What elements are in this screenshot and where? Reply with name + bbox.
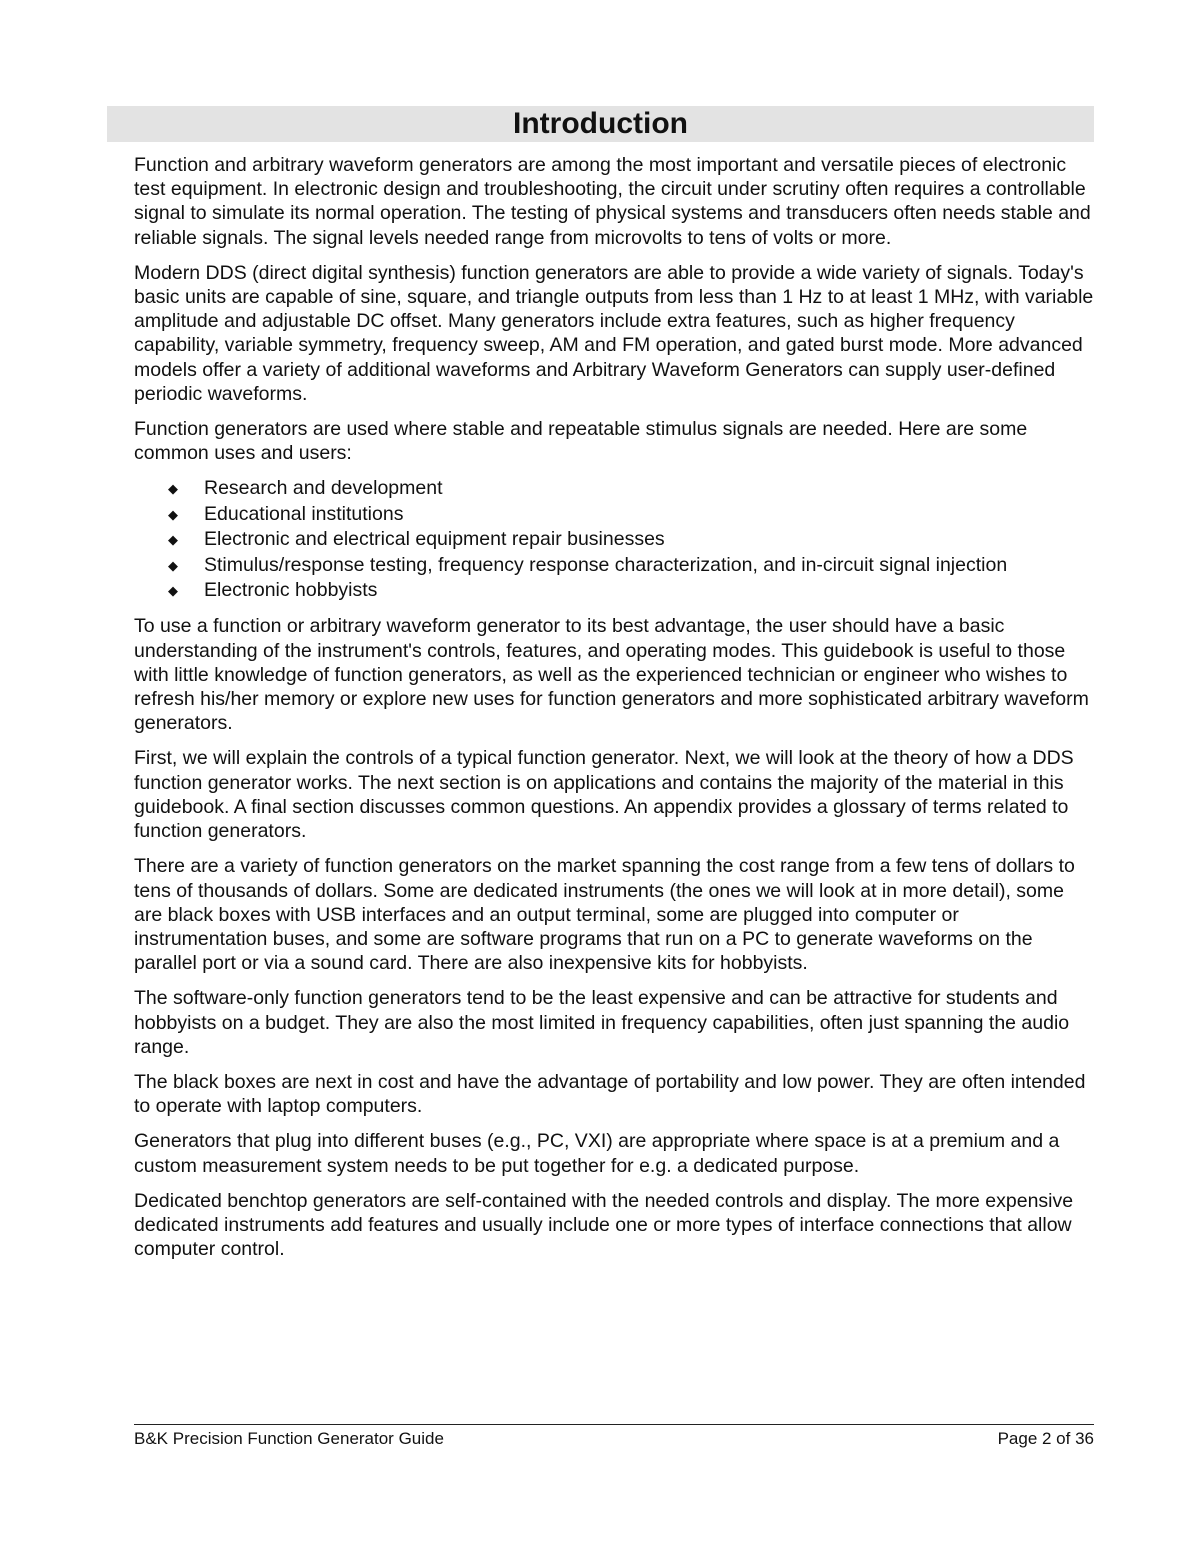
list-item-text: Educational institutions [204,502,404,525]
paragraph-benchtop-generators: Dedicated benchtop generators are self-contained with the needed controls and display. The more expensive dedicated instruments add features and usually include one or more types of interface connections that allow computer control. [134,1189,1074,1261]
section-title-bar [107,106,1094,142]
list-item [134,476,1096,501]
uses-list [134,476,1096,603]
list-item [134,578,1096,603]
paragraph-guidebook-outline: First, we will explain the controls of a typical function generator. Next, we will look at the theory of how a DDS function generator works. The next section is on applications and contains the majority of the material in this guidebook. A final section discusses common questions. An appendix provides a glossary of terms related to function generators. [134,747,1074,843]
paragraph-dds: Modern DDS (direct digital synthesis) function generators are able to provide a wide variety of signals. Today's basic units are capable of sine, square, and triangle outputs from less than 1 Hz to at least 1 MHz, with variable amplitude and adjustable DC offset. Many generators include extra features, such as higher frequency capability, variable symmetry, frequency sweep, AM and FM operation, and gated burst mode. More advanced models offer a variety of additional waveforms and Arbitrary Waveform Generators can supply user-defined periodic waveforms. [134,261,1094,405]
footer-document-title: B&K Precision Function Generator Guide [134,1429,444,1448]
document-body [134,153,1096,1272]
list-item-text: Research and development [204,477,443,500]
list-item [134,553,1096,578]
page-footer [134,1424,1094,1450]
list-item-text: Stimulus/response testing, frequency response characterization, and in-circuit signal injection [204,553,1008,576]
paragraph-bus-generators: Generators that plug into different buses (e.g., PC, VXI) are appropriate where space is at a premium and a custom measurement system needs to be put together for e.g. a dedicated purpose. [134,1130,1060,1177]
list-item-text: Electronic and electrical equipment repair businesses [204,528,665,551]
diamond-bullet-icon: ◆ [168,557,178,573]
diamond-bullet-icon: ◆ [168,481,178,497]
footer-page-number: Page 2 of 36 [997,1429,1094,1448]
paragraph-black-boxes: The black boxes are next in cost and have the advantage of portability and low power. They are often intended to operate with laptop computers. [134,1070,1086,1118]
page-title: Introduction [513,107,688,140]
list-item [134,527,1096,552]
paragraph-uses: Function generators are used where stable and repeatable stimulus signals are needed. Here are some common uses and users: [134,418,1028,465]
paragraph-intro: Function and arbitrary waveform generators are among the most important and versatile pieces of electronic test equipment. In electronic design and troubleshooting, the circuit under scrutiny often requires a controllable signal to simulate its normal operation. The testing of physical systems and transducers often needs stable and reliable signals. The signal levels needed range from microvolts to tens of volts or more. [134,154,1091,249]
list-item-text: Electronic hobbyists [204,579,378,602]
paragraph-guidebook-purpose: To use a function or arbitrary waveform generator to its best advantage, the user should have a basic understanding of the instrument's controls, features, and operating modes. This guidebook is useful to those with little knowledge of function generators, as well as the experienced technician or engineer who wishes to refresh his/her memory or explore new uses for function generators and more sophisticated arbitrary waveform generators. [134,615,1089,735]
diamond-bullet-icon: ◆ [168,583,178,599]
paragraph-software-generators: The software-only function generators tend to be the least expensive and can be attractive for students and hobbyists on a budget. They are also the most limited in frequency capabilities, often just spanning the audio range. [134,987,1070,1058]
diamond-bullet-icon: ◆ [168,506,178,522]
paragraph-market-variety: There are a variety of function generators on the market spanning the cost range from a few tens of dollars to tens of thousands of dollars. Some are dedicated instruments (the ones we will look at in more detail), some are black boxes with USB interfaces and an output terminal, some are plugged into computer or instrumentation buses, and some are software programs that run on a PC to generate waveforms on the parallel port or via a sound card. There are also inexpensive kits for hobbyists. [134,855,1075,975]
list-item [134,502,1096,527]
diamond-bullet-icon: ◆ [168,532,178,548]
